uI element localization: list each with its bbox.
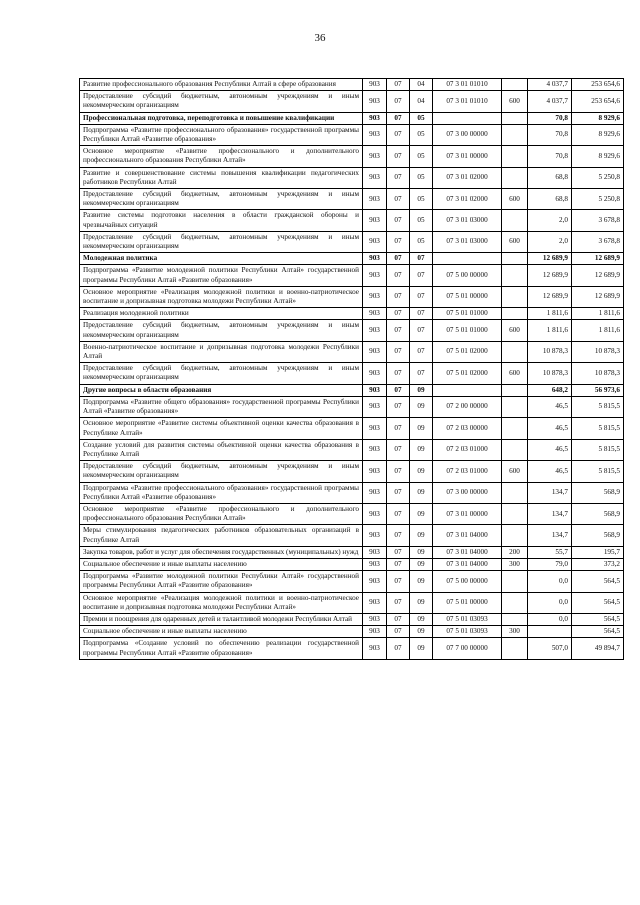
cell-section-code: 07 bbox=[387, 626, 410, 638]
cell-ministry-code: 903 bbox=[363, 210, 387, 231]
cell-name: Подпрограмма «Развитие молодежной политики Республики Алтай» государственной программы Республики Алтай «Развитие образования» bbox=[80, 265, 363, 286]
cell-section-code: 07 bbox=[387, 592, 410, 613]
cell-section-code: 07 bbox=[387, 320, 410, 341]
table-row bbox=[80, 189, 624, 210]
cell-amount-total: 5 250,8 bbox=[572, 189, 624, 210]
cell-name: Социальное обеспечение и иные выплаты населению bbox=[80, 626, 363, 638]
cell-amount-change: 46,5 bbox=[528, 461, 572, 482]
cell-subsection-code: 09 bbox=[410, 546, 433, 558]
cell-subsection-code: 09 bbox=[410, 439, 433, 460]
cell-section-code: 07 bbox=[387, 396, 410, 417]
cell-expense-type bbox=[502, 286, 528, 307]
table-row bbox=[80, 418, 624, 439]
cell-ministry-code: 903 bbox=[363, 546, 387, 558]
cell-target-article: 07 5 00 00000 bbox=[433, 571, 502, 592]
cell-amount-change: 70,8 bbox=[528, 112, 572, 124]
cell-amount-total: 49 894,7 bbox=[572, 638, 624, 659]
cell-target-article: 07 3 01 02000 bbox=[433, 167, 502, 188]
cell-expense-type: 300 bbox=[502, 626, 528, 638]
cell-target-article: 07 3 01 00000 bbox=[433, 146, 502, 167]
cell-target-article: 07 5 01 00000 bbox=[433, 286, 502, 307]
table-row bbox=[80, 558, 624, 570]
cell-name: Подпрограмма «Развитие общего образования» государственной программы Республики Алтай «Развитие образования» bbox=[80, 396, 363, 417]
cell-expense-type bbox=[502, 592, 528, 613]
cell-subsection-code: 07 bbox=[410, 363, 433, 384]
cell-target-article: 07 2 03 01000 bbox=[433, 461, 502, 482]
cell-target-article: 07 3 01 03000 bbox=[433, 210, 502, 231]
cell-target-article: 07 3 00 00000 bbox=[433, 124, 502, 145]
table-row bbox=[80, 231, 624, 252]
cell-name: Основное мероприятие «Развитие системы объективной оценки качества образования в Республике Алтай» bbox=[80, 418, 363, 439]
cell-name: Основное мероприятие «Реализация молодежной политики и военно-патриотическое воспитание и допризывная подготовка молодежи Республики Алтай» bbox=[80, 592, 363, 613]
cell-section-code: 07 bbox=[387, 79, 410, 91]
cell-amount-total: 373,2 bbox=[572, 558, 624, 570]
cell-amount-change: 10 878,3 bbox=[528, 363, 572, 384]
cell-section-code: 07 bbox=[387, 167, 410, 188]
cell-expense-type bbox=[502, 124, 528, 145]
cell-ministry-code: 903 bbox=[363, 571, 387, 592]
table-row bbox=[80, 525, 624, 546]
cell-subsection-code: 05 bbox=[410, 124, 433, 145]
table-row bbox=[80, 112, 624, 124]
cell-name: Военно-патриотическое воспитание и допризывная подготовка молодежи Республики Алтай bbox=[80, 341, 363, 362]
cell-section-code: 07 bbox=[387, 146, 410, 167]
cell-ministry-code: 903 bbox=[363, 396, 387, 417]
cell-subsection-code: 09 bbox=[410, 558, 433, 570]
page-number: 36 bbox=[314, 32, 326, 44]
cell-subsection-code: 05 bbox=[410, 112, 433, 124]
cell-amount-change: 2,0 bbox=[528, 210, 572, 231]
table-row bbox=[80, 363, 624, 384]
cell-section-code: 07 bbox=[387, 525, 410, 546]
cell-subsection-code: 09 bbox=[410, 396, 433, 417]
cell-amount-total: 195,7 bbox=[572, 546, 624, 558]
cell-amount-total: 3 678,8 bbox=[572, 231, 624, 252]
budget-table-body bbox=[80, 79, 624, 660]
cell-expense-type bbox=[502, 210, 528, 231]
cell-name: Меры стимулирования педагогических работников образовательных организаций в Республике Алтай bbox=[80, 525, 363, 546]
cell-section-code: 07 bbox=[387, 189, 410, 210]
cell-expense-type: 600 bbox=[502, 231, 528, 252]
cell-target-article: 07 3 01 04000 bbox=[433, 525, 502, 546]
cell-target-article bbox=[433, 384, 502, 396]
cell-section-code: 07 bbox=[387, 286, 410, 307]
cell-amount-total: 568,9 bbox=[572, 525, 624, 546]
cell-target-article: 07 3 01 02000 bbox=[433, 189, 502, 210]
cell-expense-type bbox=[502, 396, 528, 417]
cell-expense-type: 600 bbox=[502, 363, 528, 384]
cell-amount-change: 134,7 bbox=[528, 482, 572, 503]
cell-amount-total: 8 929,6 bbox=[572, 112, 624, 124]
cell-section-code: 07 bbox=[387, 112, 410, 124]
cell-amount-change: 55,7 bbox=[528, 546, 572, 558]
table-row bbox=[80, 253, 624, 265]
cell-target-article: 07 3 01 01010 bbox=[433, 91, 502, 112]
cell-expense-type: 600 bbox=[502, 320, 528, 341]
cell-amount-total: 8 929,6 bbox=[572, 146, 624, 167]
cell-amount-change: 68,8 bbox=[528, 189, 572, 210]
cell-ministry-code: 903 bbox=[363, 112, 387, 124]
cell-ministry-code: 903 bbox=[363, 286, 387, 307]
cell-expense-type bbox=[502, 308, 528, 320]
cell-ministry-code: 903 bbox=[363, 265, 387, 286]
cell-name: Предоставление субсидий бюджетным, автономным учреждениям и иным некоммерческим организациям bbox=[80, 320, 363, 341]
cell-amount-change: 10 878,3 bbox=[528, 341, 572, 362]
cell-target-article: 07 3 01 00000 bbox=[433, 503, 502, 524]
cell-expense-type: 600 bbox=[502, 189, 528, 210]
cell-amount-total: 5 250,8 bbox=[572, 167, 624, 188]
cell-amount-total: 5 815,5 bbox=[572, 396, 624, 417]
cell-expense-type bbox=[502, 79, 528, 91]
cell-target-article: 07 5 01 01000 bbox=[433, 320, 502, 341]
cell-ministry-code: 903 bbox=[363, 231, 387, 252]
cell-target-article: 07 2 00 00000 bbox=[433, 396, 502, 417]
table-row bbox=[80, 384, 624, 396]
cell-section-code: 07 bbox=[387, 363, 410, 384]
table-row bbox=[80, 396, 624, 417]
cell-section-code: 07 bbox=[387, 265, 410, 286]
cell-expense-type bbox=[502, 439, 528, 460]
table-row bbox=[80, 79, 624, 91]
cell-subsection-code: 09 bbox=[410, 592, 433, 613]
cell-expense-type bbox=[502, 167, 528, 188]
cell-subsection-code: 05 bbox=[410, 210, 433, 231]
cell-ministry-code: 903 bbox=[363, 189, 387, 210]
cell-expense-type bbox=[502, 112, 528, 124]
cell-section-code: 07 bbox=[387, 231, 410, 252]
table-row bbox=[80, 210, 624, 231]
cell-name: Предоставление субсидий бюджетным, автономным учреждениям и иным некоммерческим организациям bbox=[80, 363, 363, 384]
cell-expense-type bbox=[502, 265, 528, 286]
cell-amount-total: 564,5 bbox=[572, 592, 624, 613]
cell-amount-change: 12 689,9 bbox=[528, 286, 572, 307]
cell-ministry-code: 903 bbox=[363, 253, 387, 265]
cell-section-code: 07 bbox=[387, 341, 410, 362]
cell-subsection-code: 07 bbox=[410, 265, 433, 286]
cell-amount-change: 0,0 bbox=[528, 613, 572, 625]
table-row bbox=[80, 124, 624, 145]
cell-target-article: 07 3 01 01010 bbox=[433, 79, 502, 91]
cell-section-code: 07 bbox=[387, 91, 410, 112]
cell-ministry-code: 903 bbox=[363, 79, 387, 91]
cell-target-article: 07 5 01 02000 bbox=[433, 341, 502, 362]
cell-section-code: 07 bbox=[387, 124, 410, 145]
table-row bbox=[80, 286, 624, 307]
cell-amount-change: 1 811,6 bbox=[528, 320, 572, 341]
cell-ministry-code: 903 bbox=[363, 384, 387, 396]
cell-target-article: 07 3 00 00000 bbox=[433, 482, 502, 503]
table-row bbox=[80, 592, 624, 613]
cell-expense-type bbox=[502, 341, 528, 362]
cell-amount-total: 12 689,9 bbox=[572, 286, 624, 307]
cell-name: Подпрограмма «Создание условий по обеспечению реализации государственной программы Республики Алтай «Развитие образования» bbox=[80, 638, 363, 659]
cell-expense-type: 600 bbox=[502, 91, 528, 112]
cell-expense-type bbox=[502, 503, 528, 524]
cell-target-article: 07 5 01 03093 bbox=[433, 613, 502, 625]
cell-ministry-code: 903 bbox=[363, 461, 387, 482]
cell-ministry-code: 903 bbox=[363, 308, 387, 320]
table-row bbox=[80, 308, 624, 320]
cell-amount-change: 70,8 bbox=[528, 124, 572, 145]
cell-name: Основное мероприятие «Развитие профессионального и дополнительного профессионального образования Республики Алтай» bbox=[80, 146, 363, 167]
cell-subsection-code: 07 bbox=[410, 308, 433, 320]
cell-name: Предоставление субсидий бюджетным, автономным учреждениям и иным некоммерческим организациям bbox=[80, 461, 363, 482]
cell-amount-total: 5 815,5 bbox=[572, 439, 624, 460]
cell-amount-change: 79,0 bbox=[528, 558, 572, 570]
cell-name: Молодежная политика bbox=[80, 253, 363, 265]
cell-amount-total: 568,9 bbox=[572, 503, 624, 524]
cell-amount-change: 507,0 bbox=[528, 638, 572, 659]
cell-amount-total: 564,5 bbox=[572, 613, 624, 625]
cell-section-code: 07 bbox=[387, 418, 410, 439]
cell-name: Предоставление субсидий бюджетным, автономным учреждениям и иным некоммерческим организациям bbox=[80, 91, 363, 112]
cell-section-code: 07 bbox=[387, 571, 410, 592]
cell-section-code: 07 bbox=[387, 384, 410, 396]
cell-section-code: 07 bbox=[387, 546, 410, 558]
cell-expense-type bbox=[502, 384, 528, 396]
cell-subsection-code: 09 bbox=[410, 482, 433, 503]
cell-section-code: 07 bbox=[387, 613, 410, 625]
cell-subsection-code: 04 bbox=[410, 91, 433, 112]
table-row bbox=[80, 482, 624, 503]
cell-amount-change: 70,8 bbox=[528, 146, 572, 167]
cell-name: Социальное обеспечение и иные выплаты населению bbox=[80, 558, 363, 570]
cell-expense-type bbox=[502, 146, 528, 167]
cell-amount-total: 10 878,3 bbox=[572, 341, 624, 362]
cell-name: Предоставление субсидий бюджетным, автономным учреждениям и иным некоммерческим организациям bbox=[80, 231, 363, 252]
cell-expense-type bbox=[502, 525, 528, 546]
cell-target-article: 07 5 01 00000 bbox=[433, 592, 502, 613]
table-row bbox=[80, 320, 624, 341]
cell-expense-type bbox=[502, 418, 528, 439]
cell-ministry-code: 903 bbox=[363, 341, 387, 362]
cell-name: Предоставление субсидий бюджетным, автономным учреждениям и иным некоммерческим организациям bbox=[80, 189, 363, 210]
cell-amount-total: 5 815,5 bbox=[572, 461, 624, 482]
cell-ministry-code: 903 bbox=[363, 418, 387, 439]
cell-target-article: 07 3 01 04000 bbox=[433, 546, 502, 558]
cell-amount-change: 46,5 bbox=[528, 439, 572, 460]
cell-amount-change: 0,0 bbox=[528, 571, 572, 592]
cell-ministry-code: 903 bbox=[363, 525, 387, 546]
cell-subsection-code: 09 bbox=[410, 384, 433, 396]
cell-amount-total: 12 689,9 bbox=[572, 253, 624, 265]
cell-ministry-code: 903 bbox=[363, 124, 387, 145]
cell-amount-change: 134,7 bbox=[528, 525, 572, 546]
cell-amount-total: 253 654,6 bbox=[572, 91, 624, 112]
cell-section-code: 07 bbox=[387, 439, 410, 460]
cell-amount-total: 3 678,8 bbox=[572, 210, 624, 231]
cell-subsection-code: 04 bbox=[410, 79, 433, 91]
cell-subsection-code: 09 bbox=[410, 626, 433, 638]
cell-amount-total: 10 878,3 bbox=[572, 363, 624, 384]
cell-section-code: 07 bbox=[387, 461, 410, 482]
cell-amount-change: 46,5 bbox=[528, 418, 572, 439]
cell-name: Закупка товаров, работ и услуг для обеспечения государственных (муниципальных) нужд bbox=[80, 546, 363, 558]
cell-target-article bbox=[433, 112, 502, 124]
cell-name: Другие вопросы в области образования bbox=[80, 384, 363, 396]
cell-ministry-code: 903 bbox=[363, 91, 387, 112]
table-row bbox=[80, 503, 624, 524]
cell-expense-type bbox=[502, 638, 528, 659]
cell-amount-change: 12 689,9 bbox=[528, 253, 572, 265]
cell-target-article: 07 2 03 01000 bbox=[433, 439, 502, 460]
cell-ministry-code: 903 bbox=[363, 613, 387, 625]
cell-ministry-code: 903 bbox=[363, 363, 387, 384]
table-row bbox=[80, 167, 624, 188]
cell-ministry-code: 903 bbox=[363, 146, 387, 167]
cell-amount-total: 8 929,6 bbox=[572, 124, 624, 145]
cell-name: Развитие системы подготовки населения в области гражданской обороны и чрезвычайных ситуаций bbox=[80, 210, 363, 231]
cell-target-article: 07 7 00 00000 bbox=[433, 638, 502, 659]
table-row bbox=[80, 146, 624, 167]
cell-name: Основное мероприятие «Развитие профессионального и дополнительного профессионального образования Республики Алтай» bbox=[80, 503, 363, 524]
cell-amount-change: 46,5 bbox=[528, 396, 572, 417]
cell-subsection-code: 09 bbox=[410, 613, 433, 625]
cell-subsection-code: 05 bbox=[410, 189, 433, 210]
cell-target-article: 07 2 03 00000 bbox=[433, 418, 502, 439]
cell-subsection-code: 09 bbox=[410, 503, 433, 524]
table-row bbox=[80, 265, 624, 286]
cell-ministry-code: 903 bbox=[363, 592, 387, 613]
cell-ministry-code: 903 bbox=[363, 439, 387, 460]
cell-name: Развитие и совершенствование системы повышения квалификации педагогических работников Республики Алтай bbox=[80, 167, 363, 188]
cell-ministry-code: 903 bbox=[363, 503, 387, 524]
cell-expense-type: 600 bbox=[502, 461, 528, 482]
budget-table bbox=[79, 78, 624, 660]
cell-section-code: 07 bbox=[387, 503, 410, 524]
cell-name: Создание условий для развития системы объективной оценки качества образования в Республике Алтай bbox=[80, 439, 363, 460]
cell-name: Профессиональная подготовка, переподготовка и повышение квалификации bbox=[80, 112, 363, 124]
cell-name: Основное мероприятие «Реализация молодежной политики и военно-патриотическое воспитание и допризывная подготовка молодежи Республики Алтай» bbox=[80, 286, 363, 307]
cell-amount-total: 5 815,5 bbox=[572, 418, 624, 439]
cell-section-code: 07 bbox=[387, 558, 410, 570]
table-row bbox=[80, 91, 624, 112]
cell-target-article: 07 5 00 00000 bbox=[433, 265, 502, 286]
cell-amount-change: 1 811,6 bbox=[528, 308, 572, 320]
cell-amount-change: 12 689,9 bbox=[528, 265, 572, 286]
cell-name: Подпрограмма «Развитие профессионального образования» государственной программы Республики Алтай «Развитие образования» bbox=[80, 482, 363, 503]
cell-section-code: 07 bbox=[387, 253, 410, 265]
cell-amount-total: 253 654,6 bbox=[572, 79, 624, 91]
cell-target-article bbox=[433, 253, 502, 265]
table-row bbox=[80, 626, 624, 638]
cell-name: Развитие профессионального образования Республики Алтай в сфере образования bbox=[80, 79, 363, 91]
cell-subsection-code: 09 bbox=[410, 418, 433, 439]
cell-name: Премии и поощрения для одаренных детей и талантливой молодежи Республики Алтай bbox=[80, 613, 363, 625]
table-row bbox=[80, 571, 624, 592]
cell-subsection-code: 07 bbox=[410, 341, 433, 362]
cell-name: Подпрограмма «Развитие молодежной политики Республики Алтай» государственной программы Республики Алтай «Развитие образования» bbox=[80, 571, 363, 592]
cell-subsection-code: 05 bbox=[410, 231, 433, 252]
cell-amount-total: 564,5 bbox=[572, 571, 624, 592]
cell-amount-change: 68,8 bbox=[528, 167, 572, 188]
cell-amount-change: 134,7 bbox=[528, 503, 572, 524]
table-row bbox=[80, 439, 624, 460]
table-row bbox=[80, 638, 624, 659]
cell-ministry-code: 903 bbox=[363, 320, 387, 341]
cell-section-code: 07 bbox=[387, 638, 410, 659]
cell-target-article: 07 3 01 04000 bbox=[433, 558, 502, 570]
cell-amount-total: 12 689,9 bbox=[572, 265, 624, 286]
cell-amount-total: 1 811,6 bbox=[572, 308, 624, 320]
cell-expense-type: 300 bbox=[502, 558, 528, 570]
cell-amount-total: 1 811,6 bbox=[572, 320, 624, 341]
cell-amount-change: 2,0 bbox=[528, 231, 572, 252]
cell-ministry-code: 903 bbox=[363, 558, 387, 570]
cell-name: Реализация молодежной политики bbox=[80, 308, 363, 320]
cell-section-code: 07 bbox=[387, 308, 410, 320]
cell-target-article: 07 5 01 03093 bbox=[433, 626, 502, 638]
cell-amount-total: 56 973,6 bbox=[572, 384, 624, 396]
cell-amount-change bbox=[528, 626, 572, 638]
cell-target-article: 07 5 01 02000 bbox=[433, 363, 502, 384]
cell-amount-change: 0,0 bbox=[528, 592, 572, 613]
cell-subsection-code: 09 bbox=[410, 525, 433, 546]
table-row bbox=[80, 341, 624, 362]
cell-subsection-code: 05 bbox=[410, 167, 433, 188]
cell-amount-change: 648,2 bbox=[528, 384, 572, 396]
cell-name: Подпрограмма «Развитие профессионального образования» государственной программы Республики Алтай «Развитие образования» bbox=[80, 124, 363, 145]
cell-target-article: 07 3 01 03000 bbox=[433, 231, 502, 252]
cell-expense-type bbox=[502, 571, 528, 592]
cell-subsection-code: 09 bbox=[410, 571, 433, 592]
cell-ministry-code: 903 bbox=[363, 482, 387, 503]
table-row bbox=[80, 613, 624, 625]
cell-subsection-code: 07 bbox=[410, 320, 433, 341]
cell-amount-change: 4 037,7 bbox=[528, 91, 572, 112]
cell-subsection-code: 09 bbox=[410, 461, 433, 482]
cell-expense-type bbox=[502, 613, 528, 625]
cell-subsection-code: 09 bbox=[410, 638, 433, 659]
table-row bbox=[80, 461, 624, 482]
cell-expense-type: 200 bbox=[502, 546, 528, 558]
cell-ministry-code: 903 bbox=[363, 626, 387, 638]
table-row bbox=[80, 546, 624, 558]
cell-section-code: 07 bbox=[387, 482, 410, 503]
cell-expense-type bbox=[502, 482, 528, 503]
cell-subsection-code: 07 bbox=[410, 286, 433, 307]
cell-amount-change: 4 037,7 bbox=[528, 79, 572, 91]
cell-ministry-code: 903 bbox=[363, 167, 387, 188]
cell-expense-type bbox=[502, 253, 528, 265]
cell-subsection-code: 05 bbox=[410, 146, 433, 167]
cell-amount-total: 564,5 bbox=[572, 626, 624, 638]
cell-section-code: 07 bbox=[387, 210, 410, 231]
cell-subsection-code: 07 bbox=[410, 253, 433, 265]
cell-ministry-code: 903 bbox=[363, 638, 387, 659]
cell-amount-total: 568,9 bbox=[572, 482, 624, 503]
cell-target-article: 07 5 01 01000 bbox=[433, 308, 502, 320]
